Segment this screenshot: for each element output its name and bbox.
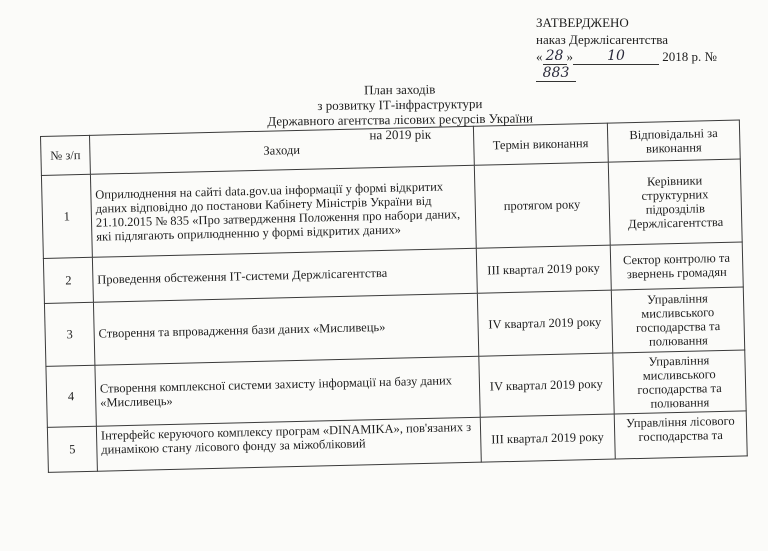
row-num: 5 xyxy=(47,426,97,472)
approval-month: 10 xyxy=(573,49,659,65)
row-num: 4 xyxy=(46,365,96,427)
approval-day: 28 xyxy=(543,49,567,65)
header-measures: Заходи xyxy=(89,126,474,174)
row-responsible: Сектор контролю та звернень громадян xyxy=(610,242,743,290)
row-term: ІV квартал 2019 року xyxy=(477,290,613,356)
row-num: 3 xyxy=(44,302,94,366)
row-measure: Створення комплексної системи захисту інформації на базу даних «Мисливець» xyxy=(95,356,480,426)
title-line-1: План заходів xyxy=(363,81,436,98)
title-line-2: з розвитку ІТ-інфраструктури xyxy=(317,95,483,114)
header-responsible: Відповідальні за виконання xyxy=(607,120,740,162)
row-term: протягом року xyxy=(474,162,610,248)
header-term: Термін виконання xyxy=(473,123,608,165)
row-measure: Створення та впровадження бази даних «Мисливець» xyxy=(93,293,478,365)
row-term: ІІІ квартал 2019 року xyxy=(476,245,611,293)
row-responsible: Управління лісового господарства та xyxy=(614,411,747,459)
order-label: наказ Держлісагентства xyxy=(536,32,668,47)
approval-number: 883 xyxy=(536,66,576,82)
row-responsible: Управління мисливського господарства та полювання xyxy=(611,287,745,353)
title-line-4: на 2019 рік xyxy=(369,126,432,143)
row-responsible: Управління мисливського господарства та полювання xyxy=(613,350,747,414)
row-num: 2 xyxy=(43,257,93,303)
approval-year: 2018 р. № xyxy=(662,49,717,64)
row-responsible: Керівники структурних підрозділів Держлісагентства xyxy=(608,159,742,245)
header-num: № з/п xyxy=(41,135,91,175)
row-measure: Проведення обстеження ІТ-системи Держлісагентства xyxy=(92,248,477,302)
approval-stamp xyxy=(536,14,756,82)
row-measure: Інтерфейс керуючого комплексу програм «DINAMIKA», пов'язаних з динамікою стану лісового фонду за міжобліковий xyxy=(96,417,481,471)
row-term: ІV квартал 2019 року xyxy=(478,353,614,417)
row-measure: Оприлюднення на сайті data.gov.ua інформації у формі відкритих даних відповідно до постанови Кабінету Міністрів України від 21.10.2015 № 835 «Про затвердження Положення про набори даних, які підлягають оприлюдненню у формі відкритих даних» xyxy=(90,165,476,257)
plan-table-wrapper xyxy=(40,120,748,473)
row-term: ІІІ квартал 2019 року xyxy=(480,414,615,462)
title-line-3: Державного агентства лісових ресурсів України xyxy=(267,110,534,129)
approved-label: ЗАТВЕРДЖЕНО xyxy=(536,15,629,30)
plan-table xyxy=(40,120,748,473)
approval-date-line: « 28 » 10 2018 р. № 883 xyxy=(536,48,717,81)
row-num: 1 xyxy=(41,174,92,258)
